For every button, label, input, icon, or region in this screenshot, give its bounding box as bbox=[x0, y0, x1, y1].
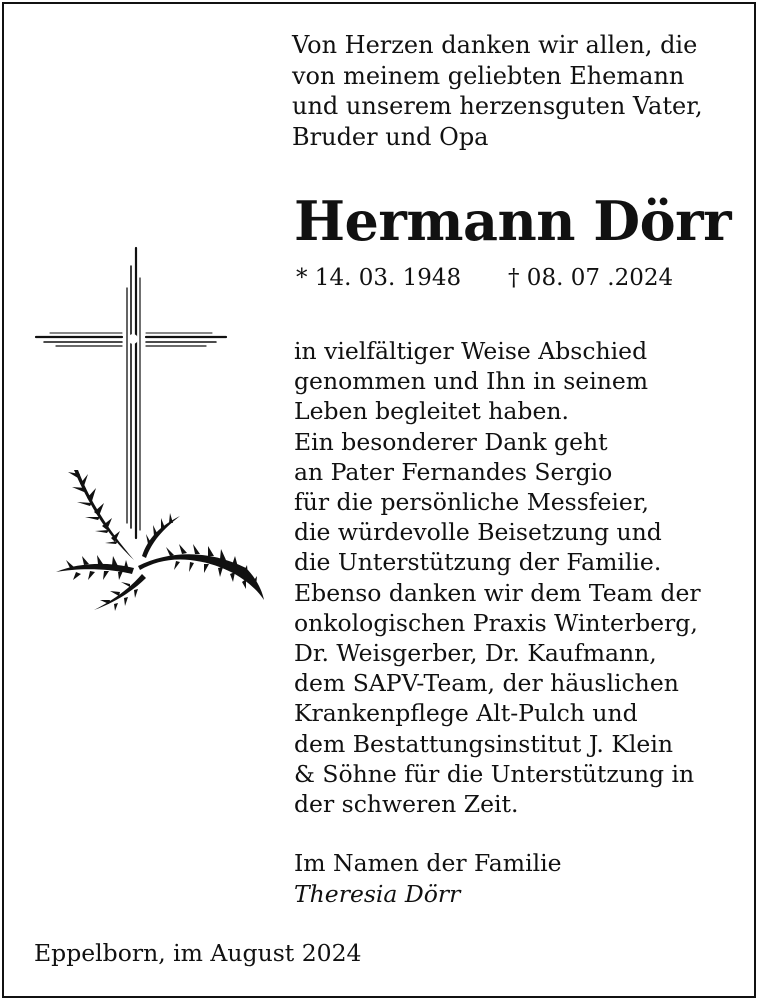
body-line: die würdevolle Beisetzung und bbox=[294, 518, 662, 547]
place-and-date: Eppelborn, im August 2024 bbox=[34, 939, 362, 967]
body-line: an Pater Fernandes Sergio bbox=[294, 457, 613, 486]
cross-with-palm-branch-icon bbox=[30, 238, 270, 618]
signoff-line: Im Namen der Familie bbox=[294, 849, 562, 877]
body-line: Leben begleitet haben. bbox=[294, 397, 569, 426]
body-line: die Unterstützung der Familie. bbox=[294, 548, 662, 577]
death-date: † 08. 07 .2024 bbox=[508, 265, 674, 291]
body-line: Ein besonderer Dank geht bbox=[294, 427, 608, 456]
signer-name: Theresia Dörr bbox=[294, 880, 461, 908]
intro-line: von meinem geliebten Ehemann bbox=[292, 61, 685, 90]
intro-line: und unserem herzensguten Vater, bbox=[292, 92, 703, 120]
body-line: Dr. Weisgerber, Dr. Kaufmann, bbox=[294, 639, 657, 668]
body-line: Krankenpflege Alt-Pulch und bbox=[294, 699, 638, 728]
deceased-name: Hermann Dörr bbox=[294, 189, 732, 253]
intro-line: Von Herzen danken wir allen, die bbox=[292, 31, 698, 59]
body-line: der schweren Zeit. bbox=[294, 790, 519, 819]
intro-text bbox=[292, 30, 742, 152]
body-line: in vielfältiger Weise Abschied bbox=[294, 337, 648, 365]
body-line: & Söhne für die Unterstützung in bbox=[294, 759, 695, 788]
body-line: onkologischen Praxis Winterberg, bbox=[294, 608, 698, 637]
signoff bbox=[294, 848, 562, 910]
body-line: Ebenso danken wir dem Team der bbox=[294, 578, 701, 607]
body-line: dem SAPV-Team, der häuslichen bbox=[294, 669, 679, 698]
body-text bbox=[294, 336, 744, 819]
body-line: dem Bestattungsinstitut J. Klein bbox=[294, 729, 673, 758]
body-line: für die persönliche Messfeier, bbox=[294, 488, 649, 517]
intro-line: Bruder und Opa bbox=[292, 122, 489, 151]
birth-date: * 14. 03. 1948 bbox=[296, 265, 462, 291]
body-line: genommen und Ihn in seinem bbox=[294, 367, 649, 396]
